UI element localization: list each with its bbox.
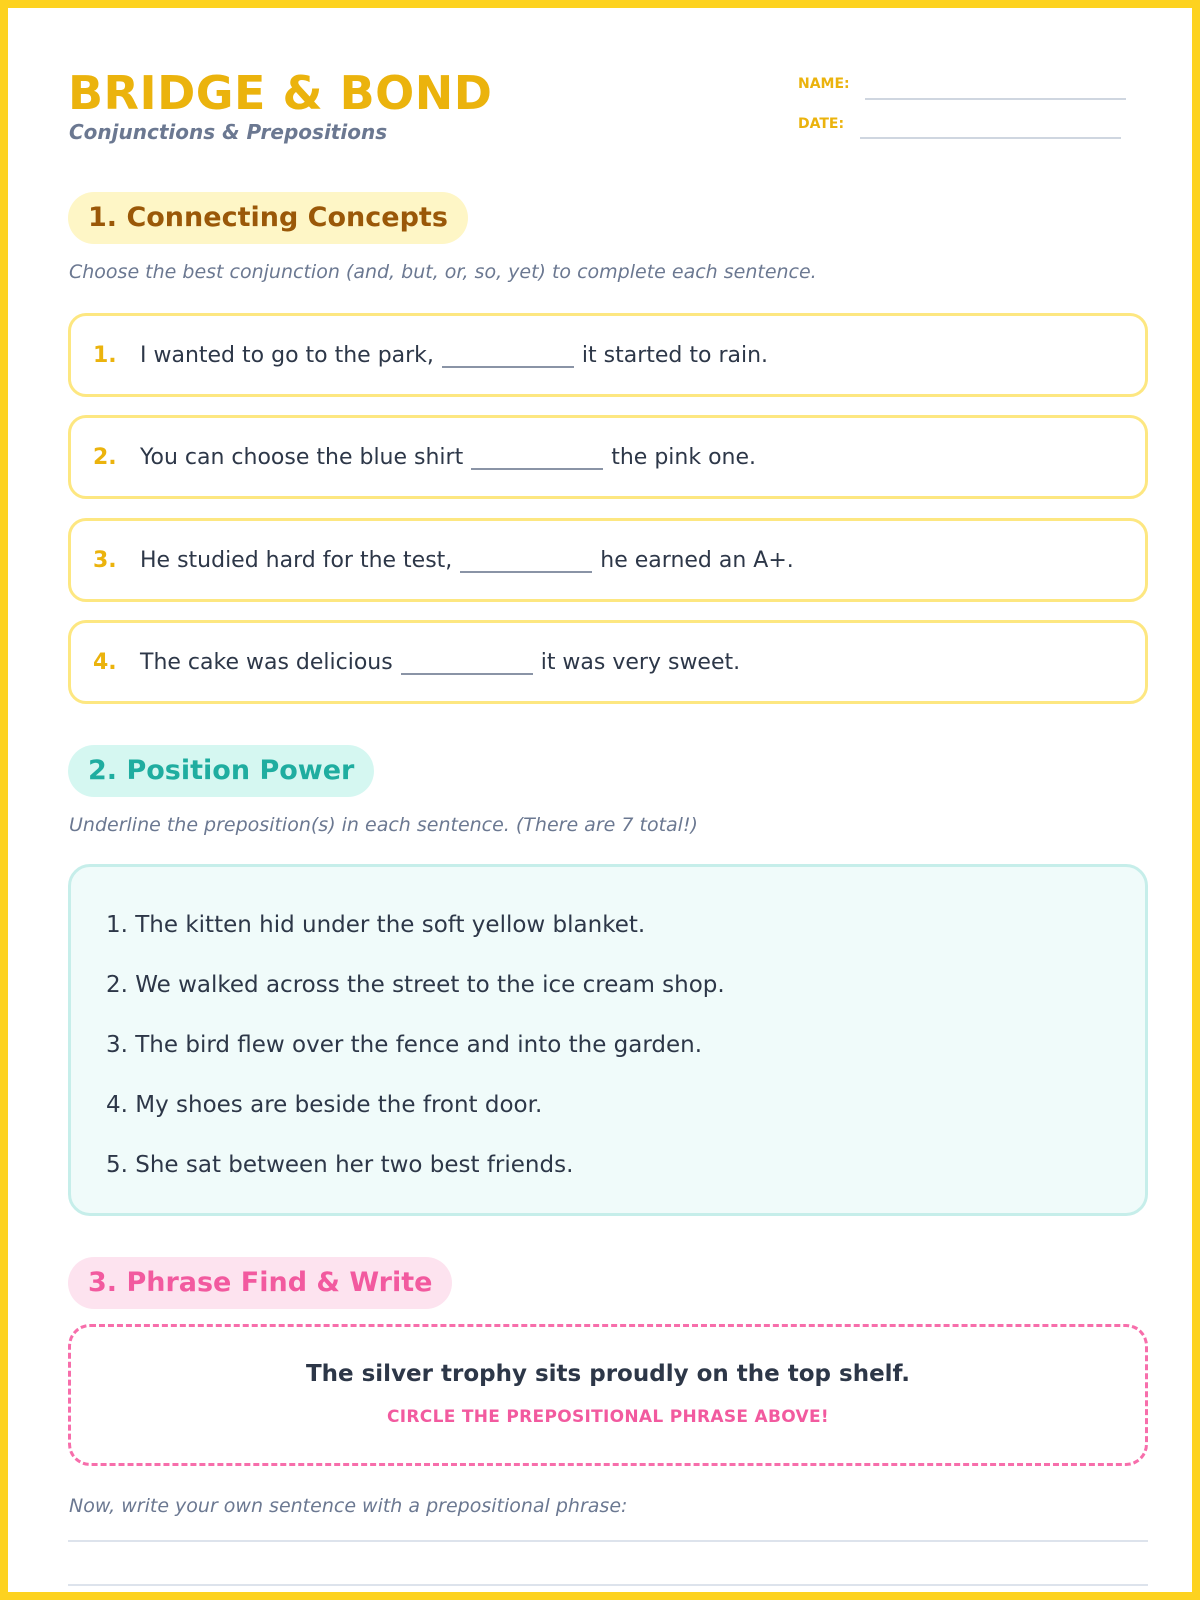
conjunction-blank[interactable] — [471, 444, 603, 470]
write-line[interactable] — [68, 1540, 1148, 1542]
section-2-heading: 2. Position Power — [68, 745, 374, 797]
list-item[interactable]: 2. We walked across the street to the ice cream shop. — [106, 972, 725, 998]
sentence-end: the pink one. — [611, 444, 757, 470]
name-field[interactable] — [865, 98, 1126, 100]
sentence-start: The cake was delicious — [140, 649, 393, 675]
write-line[interactable] — [68, 1584, 1148, 1586]
date-field[interactable] — [860, 137, 1121, 139]
list-item[interactable]: 5. She sat between her two best friends. — [106, 1152, 574, 1178]
preposition-list — [106, 895, 1145, 1195]
preposition-sentences-box — [68, 864, 1148, 1216]
item-number: 2. — [93, 444, 117, 470]
sentence-start: He studied hard for the test, — [140, 547, 453, 573]
item-number: 4. — [93, 649, 117, 675]
conjunction-blank[interactable] — [442, 342, 574, 368]
worksheet-title: BRIDGE & BOND — [68, 66, 493, 120]
write-prompt: Now, write your own sentence with a prepositional phrase: — [69, 1495, 628, 1517]
section-2-instruction: Underline the preposition(s) in each sentence. (There are 7 total!) — [69, 814, 698, 836]
sentence-end: he earned an A+. — [600, 547, 794, 573]
sentence-end: it started to rain. — [581, 342, 769, 368]
section-1-instruction: Choose the best conjunction (and, but, or, so, yet) to complete each sentence. — [69, 261, 817, 283]
conjunction-item — [68, 620, 1148, 704]
phrase-sentence[interactable]: The silver trophy sits proudly on the top shelf. — [305, 1361, 911, 1387]
phrase-instruction: CIRCLE THE PREPOSITIONAL PHRASE ABOVE! — [387, 1407, 829, 1427]
sentence-start: You can choose the blue shirt — [140, 444, 464, 470]
sentence-end: it was very sweet. — [540, 649, 741, 675]
conjunction-blank[interactable] — [460, 547, 592, 573]
conjunction-item — [68, 313, 1148, 397]
phrase-box — [68, 1324, 1148, 1466]
conjunction-item — [68, 415, 1148, 499]
item-number: 1. — [93, 342, 117, 368]
section-1-heading: 1. Connecting Concepts — [68, 192, 468, 244]
name-label: NAME: — [798, 76, 850, 92]
sentence-start: I wanted to go to the park, — [140, 342, 434, 368]
conjunction-blank[interactable] — [401, 649, 533, 675]
section-3-heading: 3. Phrase Find & Write — [68, 1257, 452, 1309]
item-number: 3. — [93, 547, 117, 573]
conjunction-item — [68, 518, 1148, 602]
list-item[interactable]: 3. The bird flew over the fence and into the garden. — [106, 1032, 703, 1058]
date-label: DATE: — [798, 116, 845, 132]
worksheet-subtitle: Conjunctions & Prepositions — [69, 120, 388, 144]
list-item[interactable]: 4. My shoes are beside the front door. — [106, 1092, 543, 1118]
list-item[interactable]: 1. The kitten hid under the soft yellow blanket. — [106, 912, 646, 938]
